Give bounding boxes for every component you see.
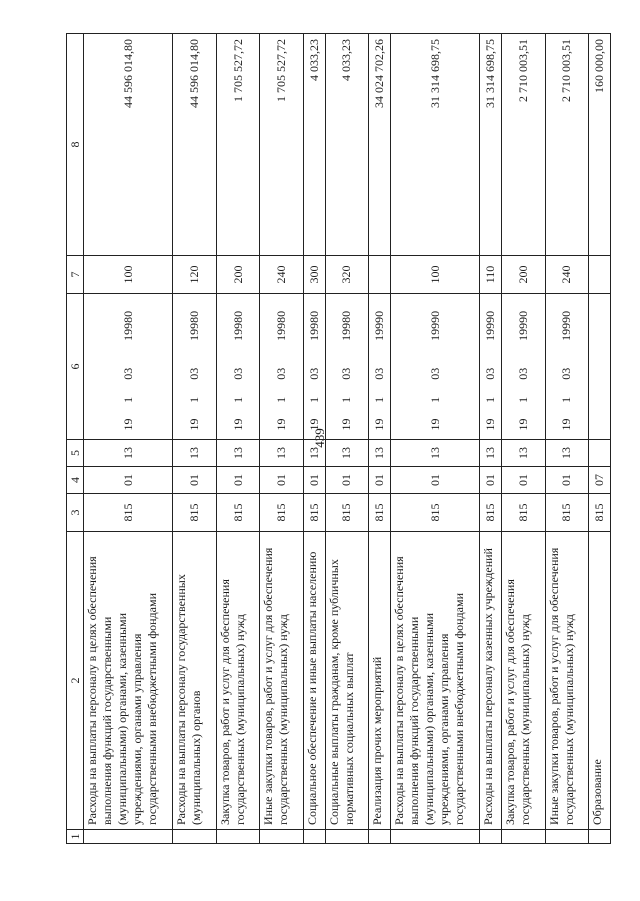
target-article-part: 03 [306,367,321,380]
subsection-code-cell: 13 [216,440,260,467]
target-article-part: 19 [120,418,135,431]
target-article-part: 1 [339,396,354,403]
amount-cell: 4 033,23 [303,34,325,256]
expense-type-cell: 240 [545,256,589,294]
item-name-cell: Социальное обеспечение и иные выплаты населению [303,532,325,830]
target-article-part: 19 [372,418,387,431]
header-cell-4: 4 [67,467,84,494]
table-row [303,34,325,844]
expense-type-cell: 240 [260,256,304,294]
target-article-part: 1 [187,396,202,403]
item-name-cell: Реализация прочих мероприятий [369,532,391,830]
header-cell-8: 8 [67,34,84,256]
budget-table [66,33,611,844]
subsection-code-cell: 13 [391,440,480,467]
table-row [545,34,589,844]
target-article-part: 03 [559,367,574,380]
target-article-part: 19 [230,418,245,431]
table-row [502,34,546,844]
target-article-part: 03 [230,367,245,380]
target-article-cell [480,294,502,440]
item-name-cell: Социальные выплаты гражданам, кроме публичных нормативных социальных выплат [325,532,369,830]
expense-type-cell: 300 [303,256,325,294]
header-cell-6: 6 [67,294,84,440]
subsection-code-cell: 13 [303,440,325,467]
target-article-part: 03 [427,367,442,380]
expense-type-cell: 120 [173,256,217,294]
target-article-part: 1 [372,396,387,403]
grbs-code-cell: 815 [589,494,611,532]
section-code-cell: 01 [502,467,546,494]
section-code-cell: 01 [84,467,173,494]
amount-cell: 44 596 014,80 [84,34,173,256]
target-article-part: 19980 [339,310,354,341]
target-article-part: 19980 [187,310,202,341]
section-code-cell: 01 [216,467,260,494]
target-article-part: 03 [515,367,530,380]
amount-cell: 31 314 698,75 [391,34,480,256]
grbs-code-cell: 815 [173,494,217,532]
table-row [325,34,369,844]
target-article-cell [303,294,325,440]
row-number-cell [391,830,480,844]
grbs-code-cell: 815 [502,494,546,532]
target-article-part: 1 [120,396,135,403]
amount-cell: 2 710 003,51 [545,34,589,256]
grbs-code-cell: 815 [216,494,260,532]
amount-cell: 31 314 698,75 [480,34,502,256]
target-article-part: 19 [515,418,530,431]
grbs-code-cell: 815 [84,494,173,532]
item-name-cell: Расходы на выплаты персоналу казенных учреждений [480,532,502,830]
target-article-cell [545,294,589,440]
section-code-cell: 01 [303,467,325,494]
table-row [84,34,173,844]
target-article-part: 03 [483,367,498,380]
header-row [67,34,84,844]
target-article-part: 19 [187,418,202,431]
target-article-part: 1 [427,396,442,403]
grbs-code-cell: 815 [391,494,480,532]
target-article-part: 19 [274,418,289,431]
expense-type-cell [589,256,611,294]
section-code-cell: 01 [369,467,391,494]
target-article-cell [502,294,546,440]
expense-type-cell: 320 [325,256,369,294]
target-article-part: 1 [559,396,574,403]
amount-cell: 160 000,00 [589,34,611,256]
expense-type-cell: 100 [391,256,480,294]
expense-type-cell: 100 [84,256,173,294]
header-cell-2: 2 [67,532,84,830]
row-number-cell [480,830,502,844]
target-article-cell [84,294,173,440]
section-code-cell: 01 [480,467,502,494]
amount-cell: 1 705 527,72 [260,34,304,256]
subsection-code-cell: 13 [545,440,589,467]
table-row [173,34,217,844]
target-article-cell [325,294,369,440]
amount-cell: 34 024 702,26 [369,34,391,256]
item-name-cell: Образование [589,532,611,830]
table-row [391,34,480,844]
amount-cell: 2 710 003,51 [502,34,546,256]
item-name-cell: Закупка товаров, работ и услуг для обеспечения государственных (муниципальных) нужд [216,532,260,830]
table-row [216,34,260,844]
grbs-code-cell: 815 [369,494,391,532]
grbs-code-cell: 815 [260,494,304,532]
row-number-cell [545,830,589,844]
page-number: 439 [312,428,327,448]
target-article-part: 03 [339,367,354,380]
grbs-code-cell: 815 [480,494,502,532]
section-code-cell: 01 [260,467,304,494]
table-row [589,34,611,844]
grbs-code-cell: 815 [545,494,589,532]
item-name-cell: Расходы на выплаты персоналу в целях обеспечения выполнения функций государственными (муниципальными) органами, казенными учреждениями, органами управления государственными внебюджетными фондами [84,532,173,830]
section-code-cell: 01 [173,467,217,494]
subsection-code-cell: 13 [260,440,304,467]
row-number-cell [173,830,217,844]
item-name-cell: Иные закупки товаров, работ и услуг для обеспечения государственных (муниципальных) нужд [545,532,589,830]
target-article-part: 19990 [427,310,442,341]
target-article-part: 19980 [306,310,321,341]
expense-type-cell: 200 [502,256,546,294]
row-number-cell [216,830,260,844]
row-number-cell [84,830,173,844]
row-number-cell [502,830,546,844]
target-article-part: 19990 [515,310,530,341]
item-name-cell: Закупка товаров, работ и услуг для обеспечения государственных (муниципальных) нужд [502,532,546,830]
amount-cell: 4 033,23 [325,34,369,256]
table-row [260,34,304,844]
header-cell-5: 5 [67,440,84,467]
table-row [480,34,502,844]
target-article-part: 1 [306,396,321,403]
header-cell-7: 7 [67,256,84,294]
section-code-cell: 01 [325,467,369,494]
grbs-code-cell: 815 [325,494,369,532]
table-row [369,34,391,844]
row-number-cell [589,830,611,844]
target-article-part: 19 [339,418,354,431]
target-article-part: 03 [187,367,202,380]
target-article-part: 19 [306,418,321,431]
target-article-part: 19990 [372,310,387,341]
subsection-code-cell: 13 [325,440,369,467]
target-article-part: 19980 [274,310,289,341]
table-body [84,34,611,844]
header-cell-3: 3 [67,494,84,532]
target-article-part: 1 [515,396,530,403]
section-code-cell: 01 [545,467,589,494]
budget-table-container [66,34,611,844]
target-article-cell [589,294,611,440]
header-cell-1: 1 [67,830,84,844]
row-number-cell [303,830,325,844]
subsection-code-cell: 13 [502,440,546,467]
subsection-code-cell: 13 [369,440,391,467]
section-code-cell: 01 [391,467,480,494]
target-article-part: 19980 [230,310,245,341]
item-name-cell: Расходы на выплаты персоналу в целях обеспечения выполнения функций государственными (муниципальными) органами, казенными учреждениями, органами управления государственными внебюджетными фондами [391,532,480,830]
target-article-part: 19 [559,418,574,431]
amount-cell: 44 596 014,80 [173,34,217,256]
row-number-cell [260,830,304,844]
target-article-part: 19 [483,418,498,431]
expense-type-cell: 110 [480,256,502,294]
target-article-part: 03 [274,367,289,380]
subsection-code-cell: 13 [480,440,502,467]
expense-type-cell: 200 [216,256,260,294]
target-article-part: 1 [230,396,245,403]
target-article-cell [173,294,217,440]
target-article-part: 19990 [559,310,574,341]
target-article-part: 1 [274,396,289,403]
target-article-cell [369,294,391,440]
amount-cell: 1 705 527,72 [216,34,260,256]
budget-table-rotated-frame [66,34,611,844]
item-name-cell: Иные закупки товаров, работ и услуг для обеспечения государственных (муниципальных) нужд [260,532,304,830]
row-number-cell [369,830,391,844]
target-article-part: 03 [120,367,135,380]
section-code-cell: 07 [589,467,611,494]
grbs-code-cell: 815 [303,494,325,532]
expense-type-cell [369,256,391,294]
target-article-cell [260,294,304,440]
row-number-cell [325,830,369,844]
target-article-part: 19990 [483,310,498,341]
subsection-code-cell: 13 [173,440,217,467]
target-article-part: 1 [483,396,498,403]
target-article-part: 03 [372,367,387,380]
subsection-code-cell [589,440,611,467]
target-article-part: 19 [427,418,442,431]
item-name-cell: Расходы на выплаты персоналу государственных (муниципальных) органов [173,532,217,830]
subsection-code-cell: 13 [84,440,173,467]
target-article-cell [391,294,480,440]
target-article-cell [216,294,260,440]
target-article-part: 19980 [120,310,135,341]
